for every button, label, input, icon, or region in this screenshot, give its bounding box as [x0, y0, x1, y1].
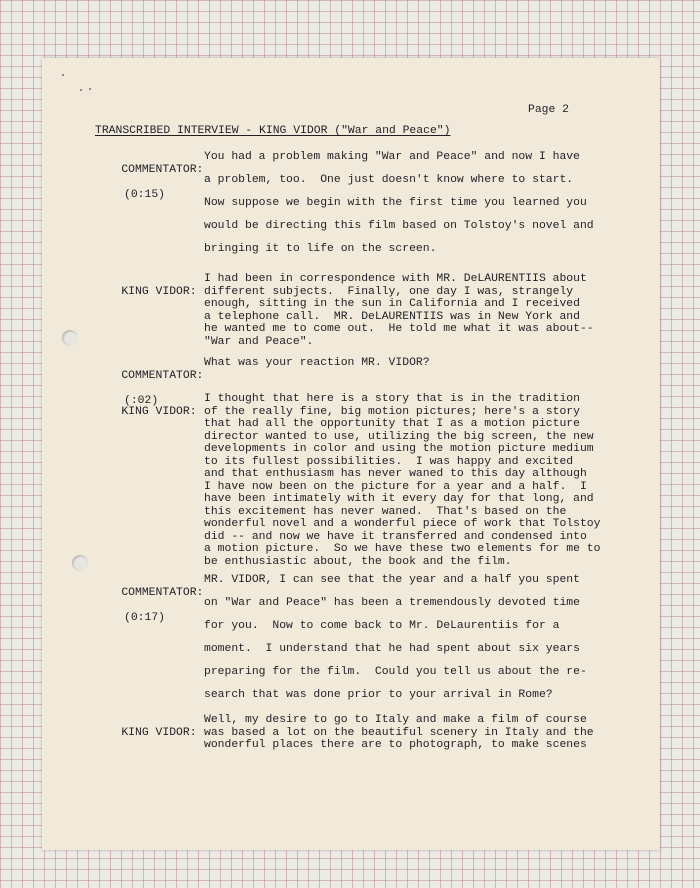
transcript-line: preparing for the film. Could you tell us about the re-	[204, 666, 587, 678]
transcript-paragraph	[204, 569, 624, 707]
paper-speck	[80, 89, 82, 91]
transcript-line: a motion picture. So we have these two elements for me to	[204, 543, 601, 555]
speaker-label	[94, 273, 204, 311]
transcript-line: search that was done prior to your arrival in Rome?	[204, 689, 553, 701]
transcript-line: "War and Peace".	[204, 335, 314, 348]
speaker-name: COMMENTATOR:	[121, 163, 204, 176]
transcript-line: of the really fine, big motion pictures; here's a story	[204, 405, 580, 418]
transcript-paragraph	[204, 146, 624, 261]
transcript-line: wonderful novel and a wonderful piece of work that Tolstoy	[204, 518, 601, 530]
transcript-line: MR. VIDOR, I can see that the year and a half you spent	[204, 574, 580, 586]
transcript-line: Well, my desire to go to Italy and make a film of course	[204, 714, 587, 726]
typed-page	[42, 58, 660, 850]
speaker-name: COMMENTATOR:	[121, 369, 204, 382]
transcript-line: a problem, too. One just doesn't know where to start.	[204, 174, 574, 186]
transcript-line: Now suppose we begin with the first time you learned you	[204, 197, 587, 209]
transcript-line: You had a problem making "War and Peace" and now I have	[204, 151, 580, 163]
speaker-label	[94, 574, 204, 649]
transcript-line: moment. I understand that he had spent about six years	[204, 643, 580, 655]
transcript-line: I had been in correspondence with MR. DeLAURENTIIS about	[204, 273, 587, 285]
transcript-line: enough, sitting in the sun in California and I received	[204, 298, 580, 310]
speaker-name: KING VIDOR:	[121, 405, 197, 418]
transcript-line: I have now been on the picture for a year and a half. I	[204, 480, 587, 493]
transcript-line: this excitement has never waned. That's based on the	[204, 505, 567, 518]
punch-hole	[62, 330, 78, 346]
speaker-name: KING VIDOR:	[121, 285, 197, 298]
page-number: Page 2	[528, 104, 570, 116]
time-code: (:02)	[124, 394, 159, 407]
transcript-line: on "War and Peace" has been a tremendously devoted time	[204, 597, 580, 609]
transcript-line: What was your reaction MR. VIDOR?	[204, 357, 430, 369]
transcript-line: bringing it to life on the screen.	[204, 243, 437, 255]
transcript-line: would be directing this film based on Tolstoy's novel and	[204, 220, 594, 232]
speaker-name: KING VIDOR:	[121, 726, 197, 739]
transcript-line: developments in color and using the motion picture medium	[204, 443, 594, 455]
transcript-paragraph	[204, 273, 624, 348]
transcript-line: wonderful places there are to photograph, to make scenes	[204, 739, 587, 751]
transcript-paragraph	[204, 393, 624, 568]
punch-hole	[72, 555, 88, 571]
transcript-line: be enthusiastic about, the book and the film.	[204, 555, 512, 568]
transcript-paragraph	[204, 357, 624, 370]
transcript-line: that had all the opportunity that I as a motion picture	[204, 418, 580, 430]
transcript-line: to its fullest possibilities. I was happy and excited	[204, 455, 574, 468]
transcript-line: he wanted me to come out. He told me what it was about--	[204, 323, 594, 335]
transcript-line: different subjects. Finally, one day I was, strangely	[204, 285, 574, 298]
transcript-line: did -- and now we have it transferred and condensed into	[204, 530, 587, 543]
transcript-line: for you. Now to come back to Mr. DeLaurentiis for a	[204, 620, 560, 632]
transcript-line: a telephone call. MR. DeLAURENTIIS was in New York and	[204, 310, 580, 323]
time-code: (0:17)	[124, 611, 166, 624]
speaker-label	[94, 151, 204, 226]
transcript-line: director wanted to use, utilizing the big screen, the new	[204, 430, 594, 443]
speaker-name: COMMENTATOR:	[121, 586, 204, 599]
transcript-line: and that enthusiasm has never waned to this day although	[204, 468, 587, 480]
paper-speck	[62, 74, 64, 76]
paper-speck	[89, 88, 91, 90]
speaker-label	[94, 393, 204, 431]
transcript-paragraph	[204, 714, 624, 752]
time-code: (0:15)	[124, 188, 166, 201]
document-title: TRANSCRIBED INTERVIEW - KING VIDOR ("War and Peace")	[95, 125, 451, 137]
speaker-label	[94, 714, 204, 752]
transcript-line: was based a lot on the beautiful scenery in Italy and the	[204, 726, 594, 739]
transcript-line: I thought that here is a story that is in the tradition	[204, 393, 580, 405]
transcript-line: have been intimately with it every day for that long, and	[204, 493, 594, 505]
